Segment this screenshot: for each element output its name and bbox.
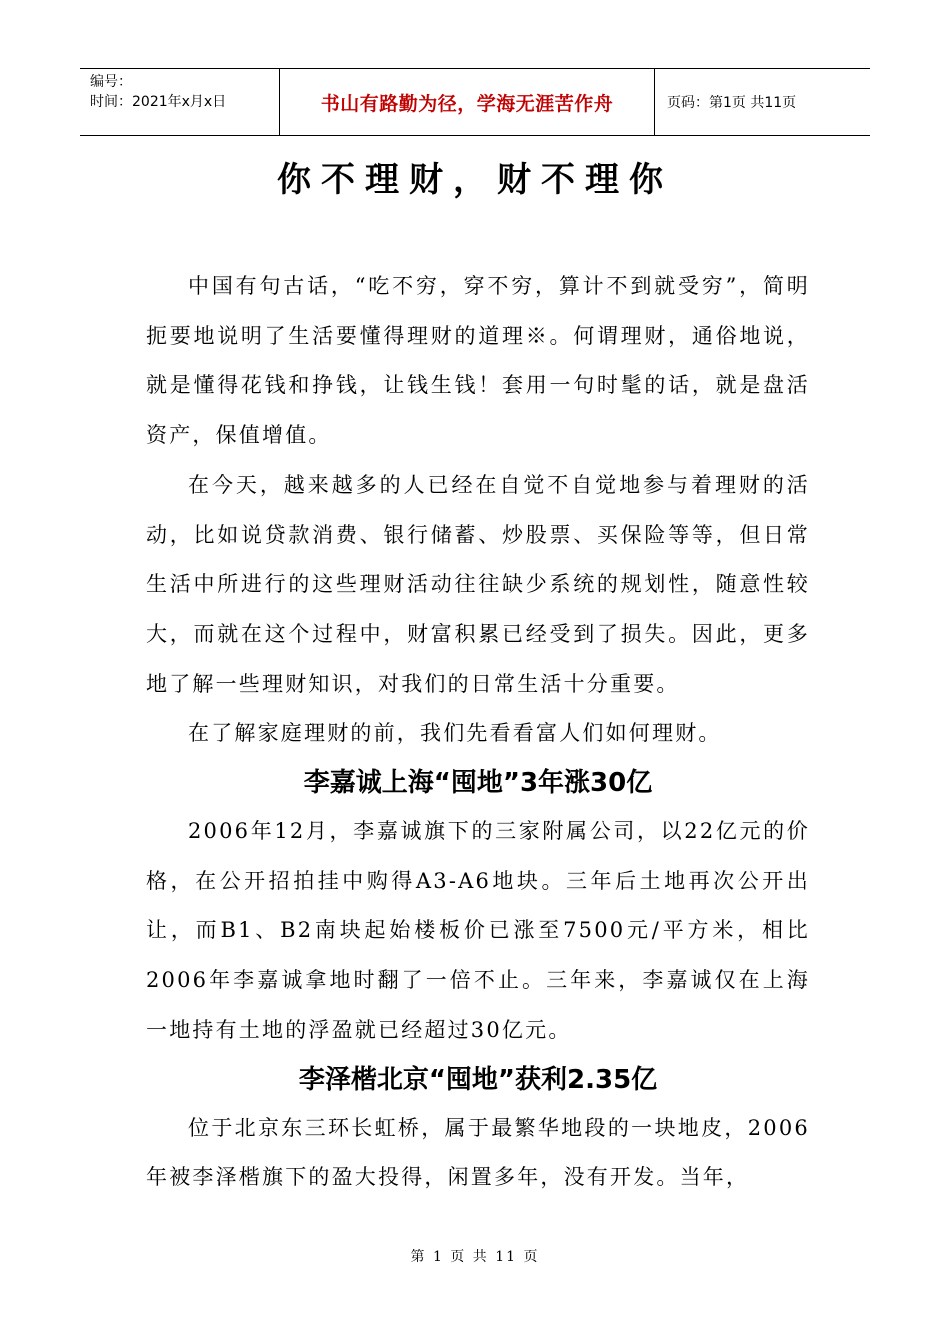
intro-paragraph-3: 在了解家庭理财的前，我们先看看富人们如何理财。 [188,721,722,746]
document-time-label: 时间：2021年x月x日 [90,94,227,110]
document-title: 你不理财，财不理你 [277,160,673,200]
section-heading-richard-li: 李泽楷北京“囤地”获利2.35亿 [298,1064,658,1095]
page-footer: 第 1 页 共 11 页 [410,1249,540,1265]
section-paragraph-li-ka-shing: 2006年12月，李嘉诚旗下的三家附属公司，以22亿元的价格，在公开招拍挂中购得A3-A6地块。三年后土地再次公开出让，而B1、B2南块起始楼板价已涨至7500元/平方米，相比2006年李嘉诚拿地时翻了一倍不止。三年来，李嘉诚仅在上海一地持有土地的浮盈就已经超过30亿元。 [146,819,810,1042]
section-heading-li-ka-shing: 李嘉诚上海“囤地”3年涨30亿 [303,768,653,799]
document-number-label: 编号： [90,74,132,90]
intro-paragraph-2: 在今天，越来越多的人已经在自觉不自觉地参与着理财的活动，比如说贷款消费、银行储蓄、炒股票、买保险等等，但日常生活中所进行的这些理财活动往往缺少系统的规划性，随意性较大，而就在这个过程中，财富积累已经受到了损失。因此，更多地了解一些理财知识，对我们的日常生活十分重要。 [146,472,810,696]
intro-paragraph-1: 中国有句古话，“吃不穷，穿不穷，算计不到就受穷”，简明扼要地说明了生活要懂得理财的道理※。何谓理财，通俗地说，就是懂得花钱和挣钱，让钱生钱！套用一句时髦的话，就是盘活资产，保值增值。 [146,274,810,448]
header-table [80,68,870,136]
header-motto: 书山有路勤为径，学海无涯苦作舟 [320,92,614,115]
section-paragraph-richard-li: 位于北京东三环长虹桥，属于最繁华地段的一块地皮，2006年被李泽楷旗下的盈大投得，闲置多年，没有开发。当年， [146,1115,810,1190]
header-meta-cell [80,69,280,135]
header-page-info: 页码：第1页 共11页 [667,95,797,111]
header-motto-cell [280,69,655,135]
header-page-cell [655,69,870,135]
document-body [146,262,810,1203]
